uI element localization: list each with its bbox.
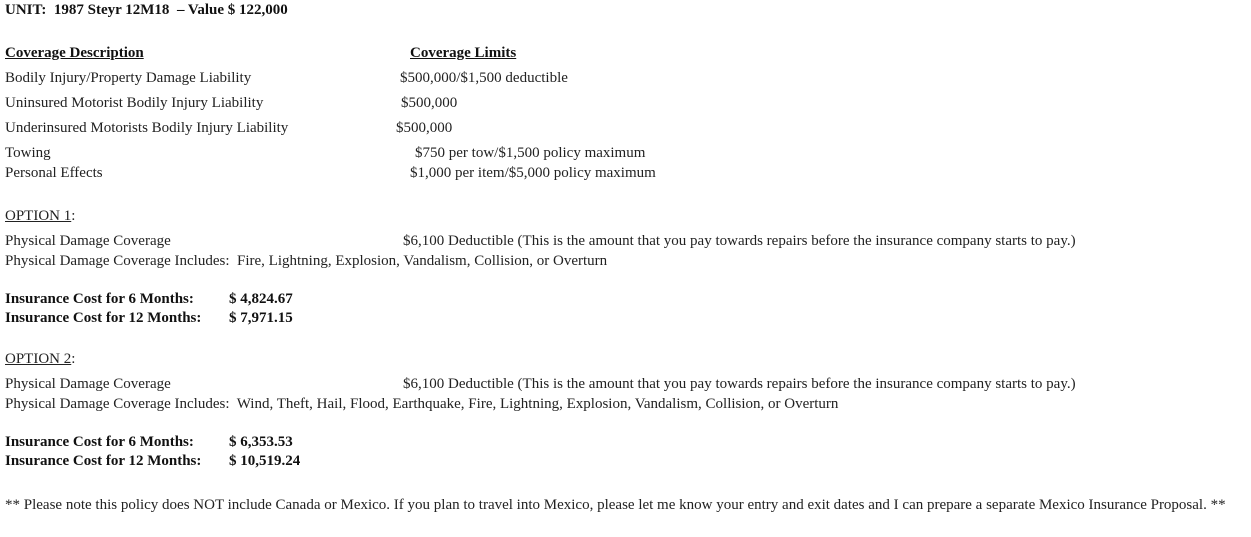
option-1-cost-12-label: Insurance Cost for 12 Months: bbox=[5, 310, 202, 326]
option-2-cost-6-value: $ 6,353.53 bbox=[229, 434, 293, 450]
option-1-cost-6-label: Insurance Cost for 6 Months: bbox=[5, 291, 194, 307]
coverage-row-limit: $750 per tow/$1,500 policy maximum bbox=[415, 145, 646, 161]
coverage-row-description: Towing bbox=[5, 145, 51, 161]
coverage-row-description: Underinsured Motorists Bodily Injury Liability bbox=[5, 120, 289, 136]
unit-value: – Value $ 122,000 bbox=[176, 2, 288, 18]
option-1-title bbox=[5, 207, 75, 225]
coverage-row-description: Personal Effects bbox=[5, 165, 103, 181]
option-2-pd-value: $6,100 Deductible (This is the amount that you pay towards repairs before the insurance company starts to pay.) bbox=[403, 376, 1076, 392]
coverage-row-limit: $500,000 bbox=[396, 120, 453, 136]
unit-label: UNIT: bbox=[5, 2, 47, 18]
option-2-includes: Physical Damage Coverage Includes: Wind, Theft, Hail, Flood, Earthquake, Fire, Lightning, Explosion, Vandalism, Collision, or Overturn bbox=[5, 396, 839, 412]
coverage-row-description: Uninsured Motorist Bodily Injury Liability bbox=[5, 95, 264, 111]
unit-vehicle: 1987 Steyr 12M18 bbox=[53, 2, 170, 18]
option-1-title-text: OPTION 1 bbox=[5, 208, 72, 224]
option-1-pd-value: $6,100 Deductible (This is the amount that you pay towards repairs before the insurance company starts to pay.) bbox=[403, 233, 1076, 249]
option-1-pd-label: Physical Damage Coverage bbox=[5, 233, 171, 249]
coverage-row-limit: $1,000 per item/$5,000 policy maximum bbox=[410, 165, 656, 181]
option-1-cost-12-value: $ 7,971.15 bbox=[229, 310, 293, 326]
option-2-title bbox=[5, 350, 75, 368]
unit-line bbox=[5, 1, 288, 19]
option-1-includes: Physical Damage Coverage Includes: Fire, Lightning, Explosion, Vandalism, Collision, or Overturn bbox=[5, 253, 608, 269]
coverage-row-limit: $500,000/$1,500 deductible bbox=[400, 70, 568, 86]
option-2-title-text: OPTION 2 bbox=[5, 351, 72, 367]
policy-note: ** Please note this policy does NOT include Canada or Mexico. If you plan to travel into Mexico, please let me know your entry and exit dates and I can prepare a separate Mexico Insurance Proposal. ** bbox=[5, 497, 1226, 513]
option-1-title-suffix: : bbox=[71, 208, 76, 224]
option-2-cost-6-label: Insurance Cost for 6 Months: bbox=[5, 434, 194, 450]
option-2-cost-12-value: $ 10,519.24 bbox=[229, 453, 301, 469]
option-2-pd-label: Physical Damage Coverage bbox=[5, 376, 171, 392]
option-2-cost-12-label: Insurance Cost for 12 Months: bbox=[5, 453, 202, 469]
coverage-limits-header: Coverage Limits bbox=[410, 45, 517, 61]
option-1-cost-6-value: $ 4,824.67 bbox=[229, 291, 293, 307]
option-2-title-suffix: : bbox=[71, 351, 76, 367]
coverage-description-header: Coverage Description bbox=[5, 45, 144, 61]
coverage-row-description: Bodily Injury/Property Damage Liability bbox=[5, 70, 252, 86]
coverage-row-limit: $500,000 bbox=[401, 95, 458, 111]
